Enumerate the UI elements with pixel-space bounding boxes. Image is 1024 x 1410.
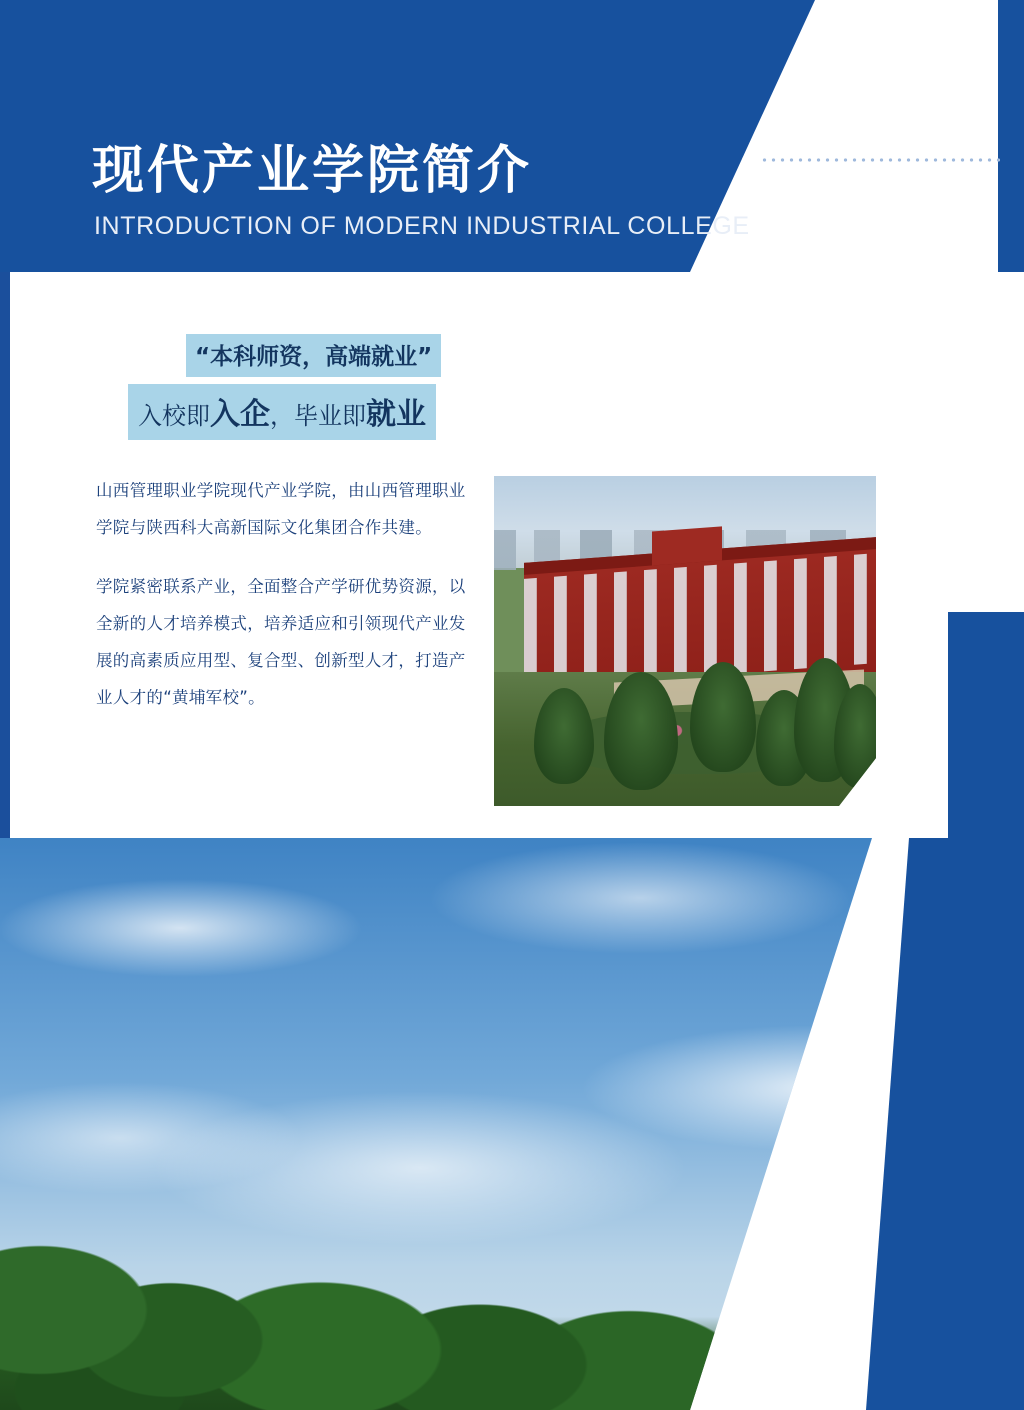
slogan-bold-employment: 就业 bbox=[366, 397, 426, 432]
page-title: 现代产业学院简介 bbox=[92, 141, 533, 201]
slogan-middle: ，毕业即 bbox=[270, 402, 366, 430]
dots-icon bbox=[760, 158, 1000, 162]
slogan-secondary bbox=[128, 384, 436, 440]
slogan-prefix: 入校即 bbox=[138, 402, 210, 430]
page-header bbox=[0, 0, 1024, 272]
photo1-roof-block bbox=[652, 526, 722, 565]
dotted-line-decoration bbox=[742, 155, 1000, 165]
slogan-bold-enterprise: 入企 bbox=[210, 397, 270, 432]
slogan-primary: “本科师资，高端就业” bbox=[186, 334, 441, 377]
header-right-blue-strip bbox=[998, 0, 1024, 272]
paragraph-1: 山西管理职业学院现代产业学院，由山西管理职业学院与陕西科大高新国际文化集团合作共建。 bbox=[96, 481, 466, 537]
photo-red-building bbox=[494, 476, 876, 806]
dot-icon bbox=[742, 155, 752, 165]
photo-main-building bbox=[0, 838, 1024, 1410]
paragraph-2: 学院紧密联系产业，全面整合产学研优势资源，以全新的人才培养模式，培养适应和引领现代产业发展的高素质应用型、复合型、创新型人才，打造产业人才的“黄埔军校”。 bbox=[96, 577, 466, 707]
introduction-text bbox=[96, 472, 476, 738]
page-subtitle-english: INTRODUCTION OF MODERN INDUSTRIAL COLLEGE bbox=[94, 212, 750, 240]
